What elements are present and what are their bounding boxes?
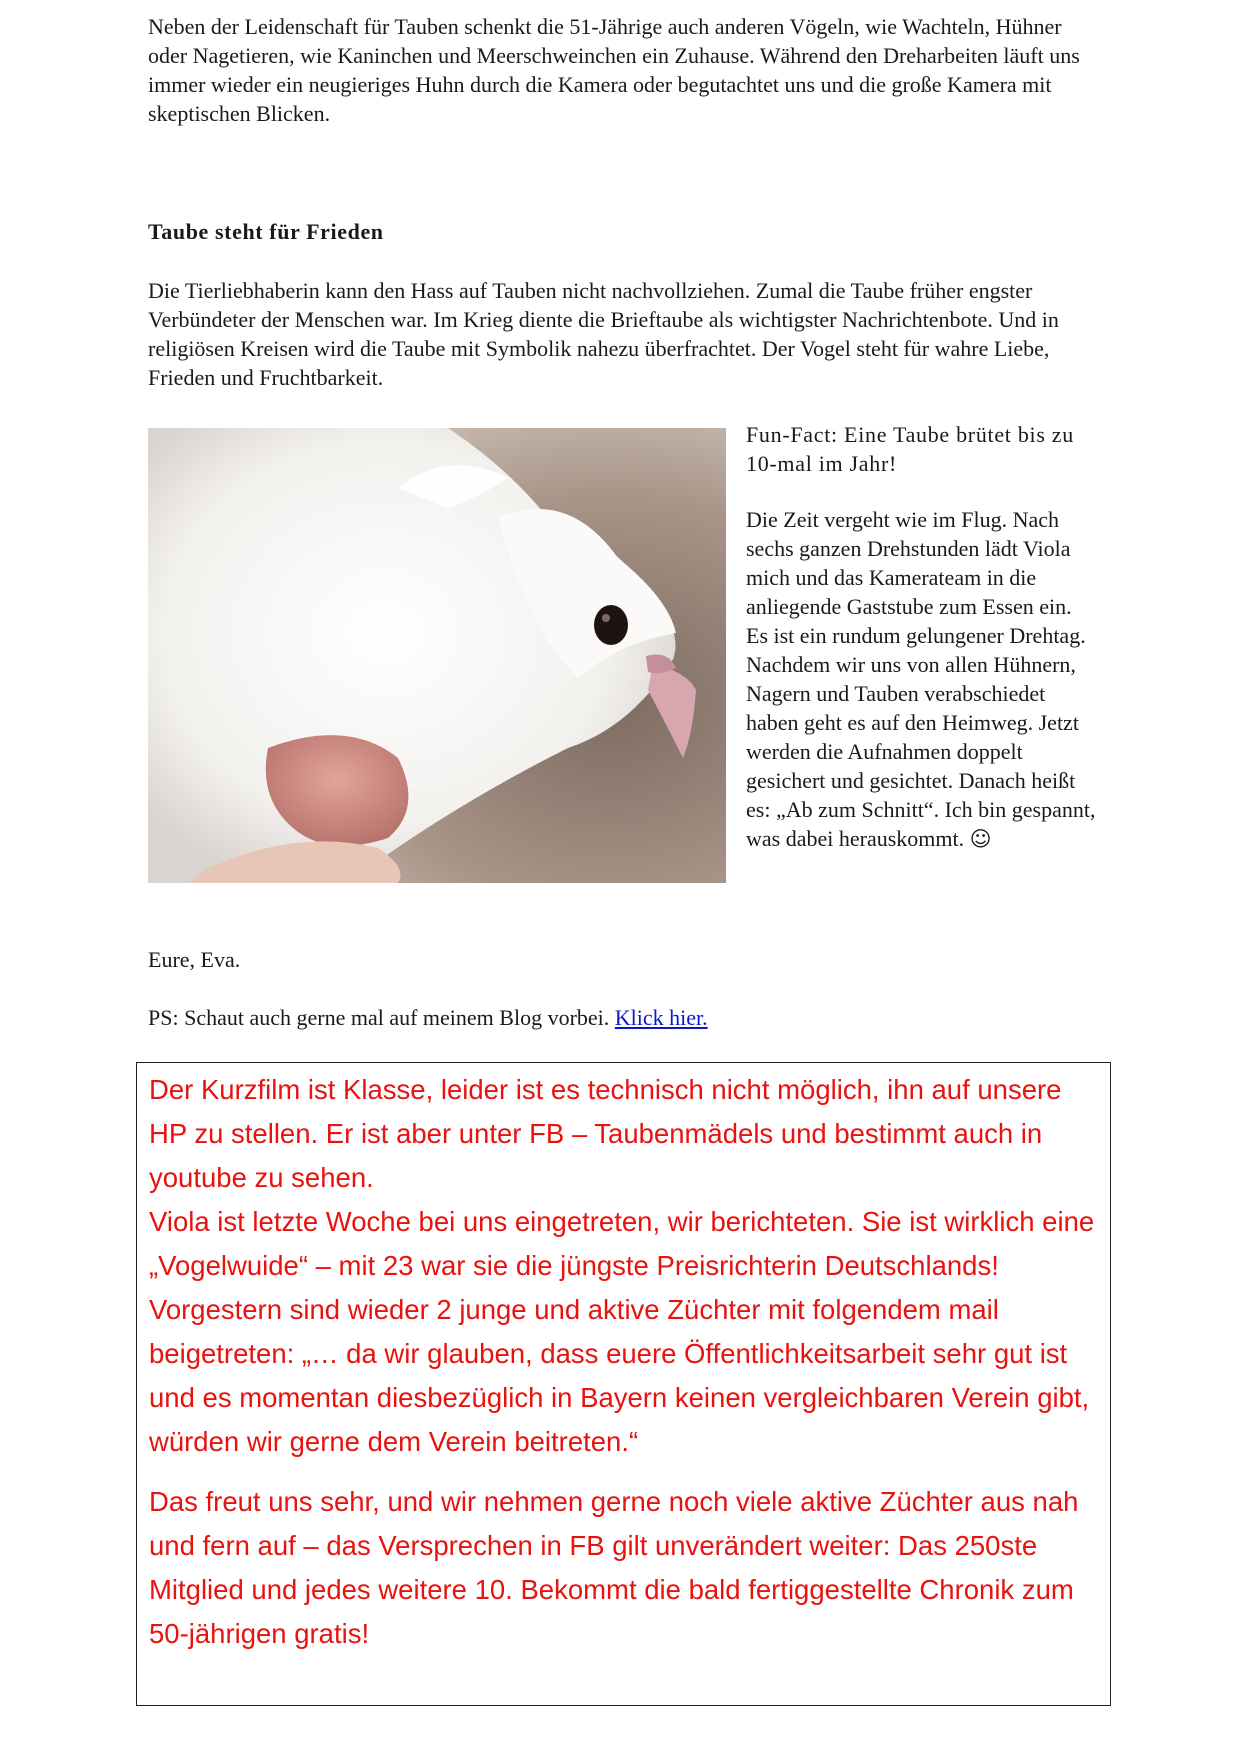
section-heading: Taube steht für Frieden [148, 219, 384, 244]
white-dove-photo [148, 428, 726, 883]
shooting-day-body: Die Zeit vergeht wie im Flug. Nach sechs ganzen Drehstunden lädt Viola mich und das Kamerateam in die anliegende Gaststube zum Essen ein. Es ist ein rundum gelungener Drehtag. Nachdem wir uns von allen Hühnern, Nagern und Tauben verabschiedet haben geht es auf den Heimweg. Jetzt werden die Aufnahmen doppelt gesichert und gesichtet. Danach heißt es: „Ab zum Schnitt“. Ich bin gespannt, was dabei herauskommt. [746, 507, 1096, 851]
dove-symbolism-paragraph: Die Tierliebhaberin kann den Hass auf Tauben nicht nachvollziehen. Zumal die Taube früher engster Verbündeter der Menschen war. Im Krieg diente die Brieftaube als wichtigster Nachrichtenbote. Und in religiösen Kreisen wird die Taube mit Symbolik nahezu überfrachtet. Der Vogel steht für wahre Liebe, Frieden und Fruchtbarkeit. [148, 278, 1059, 390]
box-paragraph-film: Der Kurzfilm ist Klasse, leider ist es technisch nicht möglich, ihn auf unsere HP zu stellen. Er ist aber unter FB – Taubenmädels und bestimmt auch in youtube zu sehen. [149, 1074, 1062, 1193]
blog-link[interactable]: Klick hier. [614, 1005, 708, 1030]
box-paragraph-promise: Das freut uns sehr, und wir nehmen gerne noch viele aktive Züchter aus nah und fern auf – das Versprechen in FB gilt unverändert weiter: Das 250ste Mitglied und jedes weitere 10. Bekommt die bald fertiggestellte Chronik zum 50-jährigen gratis! [149, 1486, 1079, 1649]
smiley-icon: ☺ [969, 827, 992, 851]
postscript [148, 1005, 708, 1031]
intro-paragraph: Neben der Leidenschaft für Tauben schenkt die 51-Jährige auch anderen Vögeln, wie Wachteln, Hühner oder Nagetieren, wie Kaninchen und Meerschweinchen ein Zuhause. Während den Dreharbeiten läuft uns immer wieder ein neugieriges Huhn durch die Kamera oder begutachtet uns und die große Kamera mit skeptischen Blicken. [148, 14, 1080, 126]
club-note-box [136, 1062, 1111, 1706]
postscript-text: PS: Schaut auch gerne mal auf meinem Blog vorbei. [148, 1005, 610, 1030]
fun-fact: Fun-Fact: Eine Taube brütet bis zu 10-mal im Jahr! [746, 422, 1074, 476]
shooting-day-text [746, 505, 1096, 854]
signoff: Eure, Eva. [148, 947, 241, 972]
box-paragraph-new-members: Vorgestern sind wieder 2 junge und aktive Züchter mit folgendem mail beigetreten: „… da wir glauben, dass euere Öffentlichkeitsarbeit sehr gut ist und es momentan diesbezüglich in Bayern keinen vergleichbaren Verein gibt, würden wir gerne dem Verein beitreten.“ [149, 1294, 1090, 1457]
box-paragraph-viola: Viola ist letzte Woche bei uns eingetreten, wir berichteten. Sie ist wirklich eine „Vogelwuide“ – mit 23 war sie die jüngste Preisrichterin Deutschlands! [149, 1206, 1095, 1281]
